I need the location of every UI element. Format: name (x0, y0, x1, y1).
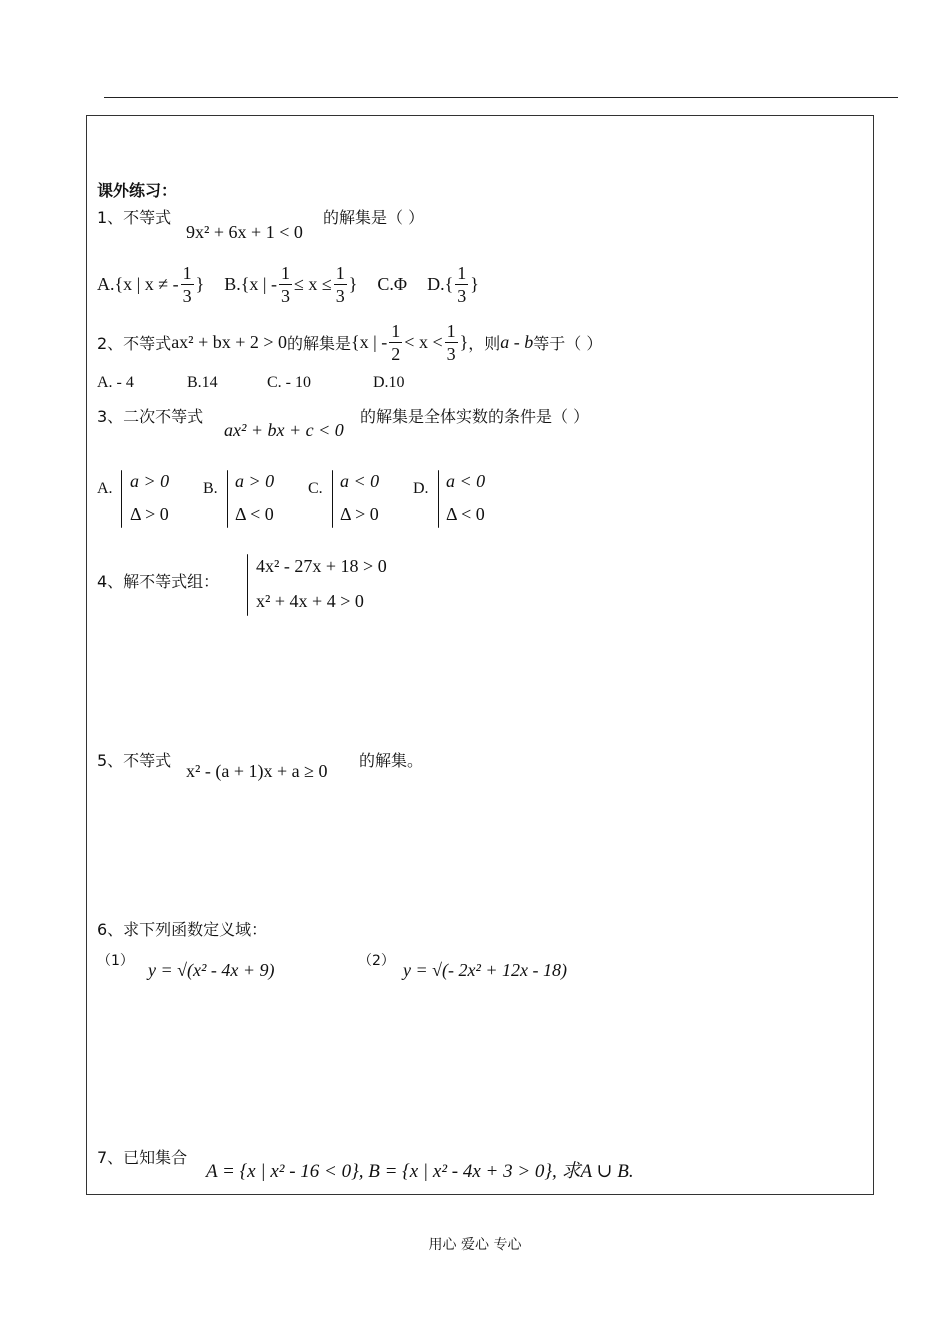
fraction-denominator: 3 (446, 344, 456, 364)
q6-part2-expression: y = √(- 2x² + 12x - 18) (403, 960, 568, 980)
q2-set-mid: < x < (404, 332, 443, 352)
q2-option-a: A. - 4 (97, 374, 134, 391)
q3-option-b-brace (227, 470, 228, 528)
q1-option-b-close: } (348, 274, 358, 294)
q1-option-a (97, 262, 204, 307)
q1-option-b-mid: ≤ x ≤ (294, 274, 332, 294)
q3-option-d-label: D. (413, 480, 429, 497)
fraction-numerator: 1 (281, 263, 291, 283)
q3-prefix: 3、二次不等式 (97, 407, 204, 426)
q3-option-a-brace (121, 470, 122, 528)
q1-options (97, 262, 479, 307)
q3-option-c-line2: Δ > 0 (340, 504, 379, 524)
q6-prefix: 6、求下列函数定义域： (97, 920, 268, 939)
q2-then: ，则 (468, 334, 501, 353)
q3-option-c-brace (332, 470, 333, 528)
q1-option-d-text: D.{ (427, 274, 454, 294)
section-title: 课外练习： (97, 181, 178, 200)
fraction-denominator: 3 (281, 286, 291, 306)
q6-part1-label: （1） (97, 953, 134, 969)
q1-expression: 9x² + 6x + 1 < 0 (186, 222, 303, 242)
q1-option-c: C.Φ (377, 274, 408, 294)
q3-option-b-line1: a > 0 (235, 471, 275, 491)
q5-expression: x² - (a + 1)x + a ≥ 0 (186, 761, 328, 781)
q7-prefix: 7、已知集合 (97, 1148, 188, 1167)
q1-option-b-fraction-2 (334, 262, 347, 307)
fraction-denominator: 3 (457, 286, 467, 306)
q3-option-a-line2: Δ > 0 (130, 504, 169, 524)
q1-option-b-fraction-1 (279, 262, 292, 307)
q7-expression: A = {x | x² - 16 < 0}, B = {x | x² - 4x + 3 > 0}, 求A ∪ B. (206, 1161, 634, 1182)
fraction-numerator: 1 (391, 321, 401, 341)
q3-option-d-line2: Δ < 0 (446, 504, 485, 524)
q2-option-b: B.14 (187, 374, 218, 391)
fraction-numerator: 1 (182, 263, 192, 283)
q1-option-a-fraction (181, 262, 194, 307)
q2-line (97, 320, 602, 365)
q2-option-c: C. - 10 (267, 374, 311, 391)
fraction-numerator: 1 (335, 263, 345, 283)
q1-option-d-close: } (470, 274, 479, 294)
fraction-denominator: 3 (182, 286, 192, 306)
q3-suffix: 的解集是全体实数的条件是（ ） (360, 407, 590, 426)
q1-option-d (427, 262, 479, 307)
q3-option-d-line1: a < 0 (446, 471, 486, 491)
q1-option-a-text: A.{x | x ≠ - (97, 274, 179, 294)
q1-option-a-close: } (195, 274, 205, 294)
q1-option-b-text: B.{x | - (224, 274, 278, 294)
q2-expression: ax² + bx + 2 > 0 (171, 332, 288, 352)
q3-option-b-label: B. (203, 480, 218, 497)
fraction-numerator: 1 (446, 321, 456, 341)
q1-option-d-fraction (455, 262, 468, 307)
page-footer: 用心 爱心 专心 (428, 1237, 522, 1253)
q3-option-c-line1: a < 0 (340, 471, 380, 491)
q2-set-fraction-1 (389, 320, 402, 365)
q6-part2-label: （2） (358, 953, 395, 969)
q3-option-c-label: C. (308, 480, 323, 497)
q3-option-d-brace (438, 470, 439, 528)
q2-prefix: 2、不等式 (97, 334, 172, 353)
q3-option-b-line2: Δ < 0 (235, 504, 274, 524)
q4-line2: x² + 4x + 4 > 0 (256, 591, 364, 611)
q2-a-minus-b: a - b (500, 332, 534, 352)
q4-brace (247, 554, 248, 616)
q4-line1: 4x² - 27x + 18 > 0 (256, 556, 387, 576)
q3-expression: ax² + bx + c < 0 (224, 420, 344, 440)
q6-part1-expression: y = √(x² - 4x + 9) (148, 960, 275, 980)
q5-suffix: 的解集。 (359, 751, 424, 770)
q5-prefix: 5、不等式 (97, 751, 172, 770)
q2-set-fraction-2 (445, 320, 458, 365)
q2-set-close: } (459, 332, 469, 352)
q3-option-a-label: A. (97, 480, 113, 497)
q1-suffix: 的解集是（ ） (323, 208, 425, 227)
q1-prefix: 1、不等式 (97, 208, 172, 227)
fraction-denominator: 3 (335, 286, 345, 306)
fraction-numerator: 1 (457, 263, 467, 283)
q2-option-d: D.10 (373, 374, 405, 391)
q2-suffix: 等于（ ） (533, 334, 603, 353)
q2-set-open: {x | - (351, 332, 388, 352)
q2-mid: 的解集是 (287, 334, 352, 353)
q3-option-a-line1: a > 0 (130, 471, 170, 491)
q4-prefix: 4、解不等式组： (97, 572, 220, 591)
q1-option-b (224, 262, 357, 307)
fraction-denominator: 2 (391, 344, 401, 364)
header-rule (104, 97, 898, 98)
